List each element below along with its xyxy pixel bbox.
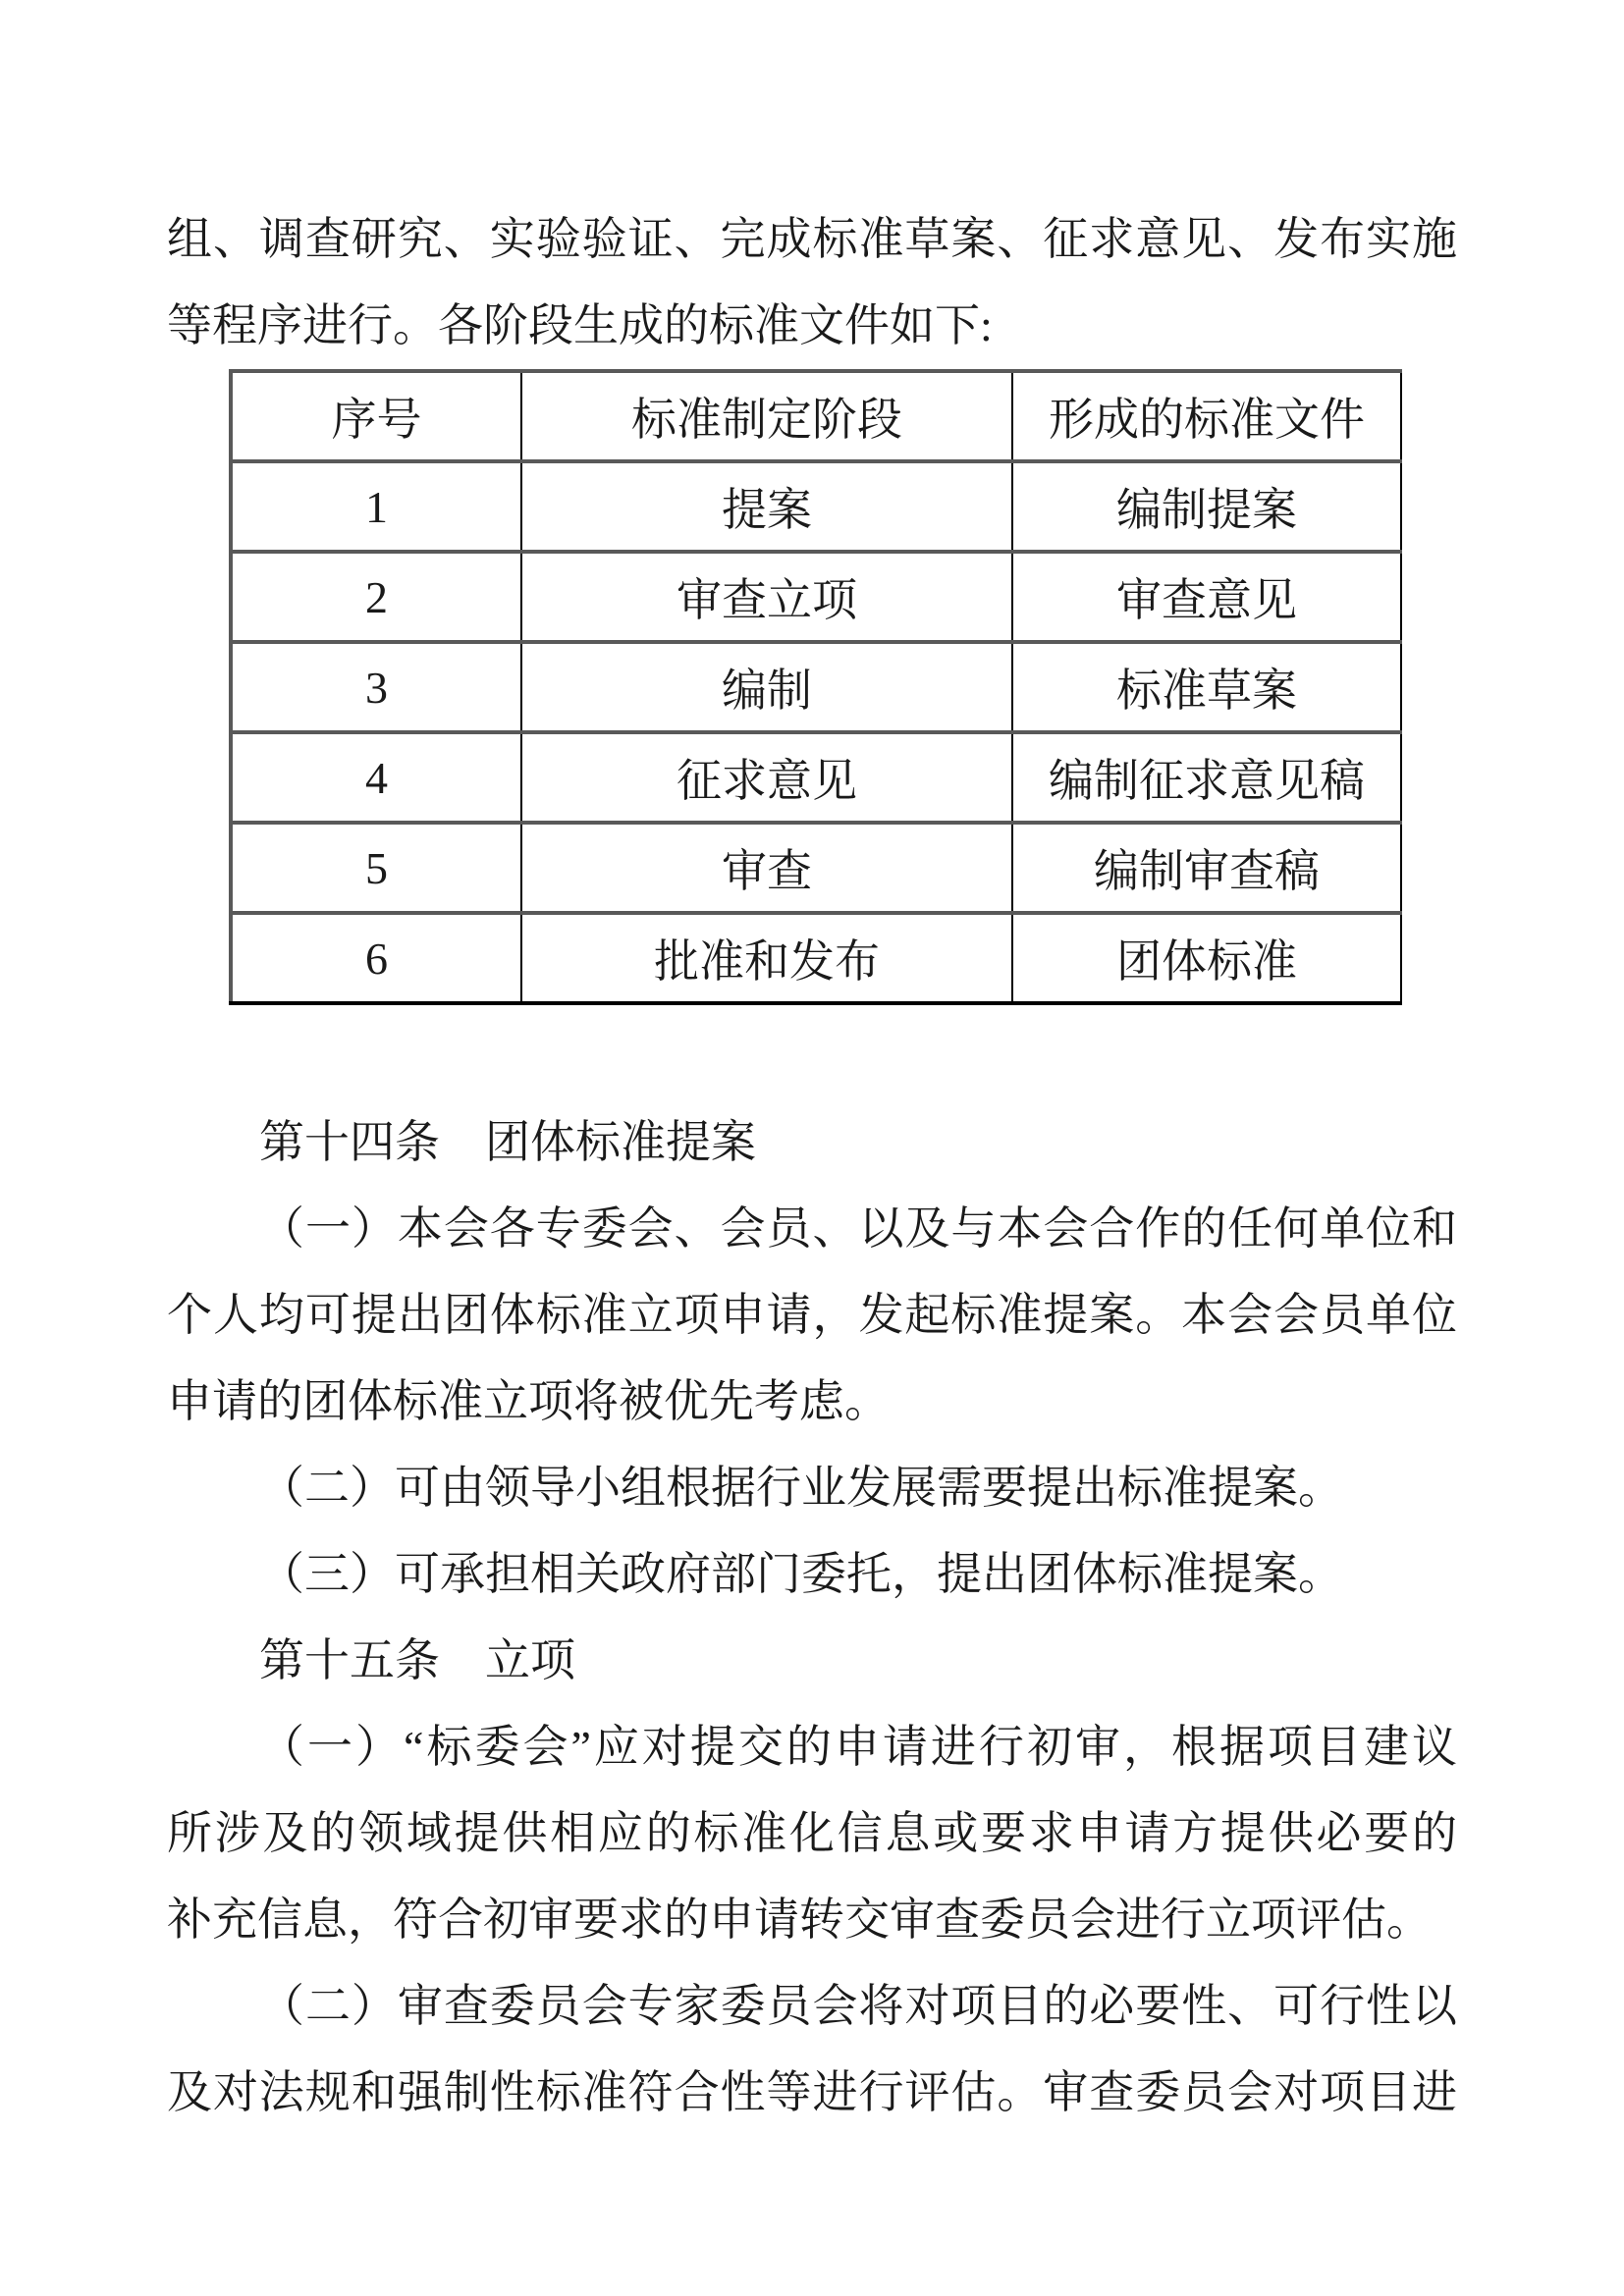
article-14-item-1 — [167, 1186, 1457, 1445]
intro-line-2: 等程序进行。各阶段生成的标准文件如下: — [167, 300, 993, 350]
table-cell: 1 — [231, 461, 521, 552]
table-header-cell: 标准制定阶段 — [521, 371, 1012, 461]
article-15-item-1-line-2: 所涉及的领域提供相应的标准化信息或要求申请方提供必要的 — [167, 1808, 1457, 1858]
article-15-heading — [167, 1618, 1457, 1704]
table-cell: 提案 — [521, 461, 1012, 552]
article-14-item-1-line-3: 申请的团体标准立项将被优先考虑。 — [167, 1376, 890, 1426]
table-cell: 4 — [231, 732, 521, 823]
table-cell: 编制审查稿 — [1012, 823, 1401, 913]
table-row — [231, 913, 1401, 1003]
table-header-cell: 形成的标准文件 — [1012, 371, 1401, 461]
article-14-item-1-line-2: 个人均可提出团体标准立项申请，发起标准提案。本会会员单位 — [167, 1290, 1457, 1340]
table-row — [231, 552, 1401, 642]
article-15-item-1 — [167, 1704, 1457, 1963]
standards-stage-table — [229, 369, 1402, 1005]
article-15-item-1-line-3: 补充信息，符合初审要求的申请转交审查委员会进行立项评估。 — [167, 1895, 1432, 1945]
article-14-item-2-line: （二）可由领导小组根据行业发展需要提出标准提案。 — [259, 1463, 1343, 1513]
table-cell: 3 — [231, 642, 521, 732]
table-cell: 批准和发布 — [521, 913, 1012, 1003]
table-row — [231, 642, 1401, 732]
article-14-item-3 — [167, 1531, 1457, 1618]
article-14-heading — [167, 1099, 1457, 1186]
table-cell: 5 — [231, 823, 521, 913]
table-cell: 审查 — [521, 823, 1012, 913]
table-row — [231, 732, 1401, 823]
table-cell: 6 — [231, 913, 521, 1003]
article-14-item-2 — [167, 1445, 1457, 1531]
article-15-item-2 — [167, 1963, 1457, 2136]
table-header-row — [231, 371, 1401, 461]
table-header-cell: 序号 — [231, 371, 521, 461]
table-cell: 编制提案 — [1012, 461, 1401, 552]
article-14-item-1-line-1: （一）本会各专委会、会员、以及与本会合作的任何单位和 — [259, 1203, 1457, 1254]
table-row — [231, 823, 1401, 913]
table-cell: 团体标准 — [1012, 913, 1401, 1003]
article-15-heading-line: 第十五条 立项 — [259, 1635, 575, 1685]
table-cell: 审查立项 — [521, 552, 1012, 642]
article-15-item-1-line-1: （一）“标委会”应对提交的申请进行初审，根据项目建议 — [259, 1722, 1457, 1772]
table-cell: 征求意见 — [521, 732, 1012, 823]
article-14-heading-line: 第十四条 团体标准提案 — [259, 1117, 756, 1167]
table-cell: 审查意见 — [1012, 552, 1401, 642]
table-cell: 2 — [231, 552, 521, 642]
article-15-item-2-line-2: 及对法规和强制性标准符合性等进行评估。审查委员会对项目进 — [167, 2067, 1457, 2117]
article-14-item-3-line: （三）可承担相关政府部门委托，提出团体标准提案。 — [259, 1549, 1343, 1599]
paragraph-intro — [167, 196, 1457, 369]
table-cell: 编制征求意见稿 — [1012, 732, 1401, 823]
article-15-item-2-line-1: （二）审查委员会专家委员会将对项目的必要性、可行性以 — [259, 1981, 1457, 2031]
table-row — [231, 461, 1401, 552]
intro-line-1: 组、调查研究、实验验证、完成标准草案、征求意见、发布实施 — [167, 214, 1457, 264]
table-cell: 编制 — [521, 642, 1012, 732]
table-cell: 标准草案 — [1012, 642, 1401, 732]
